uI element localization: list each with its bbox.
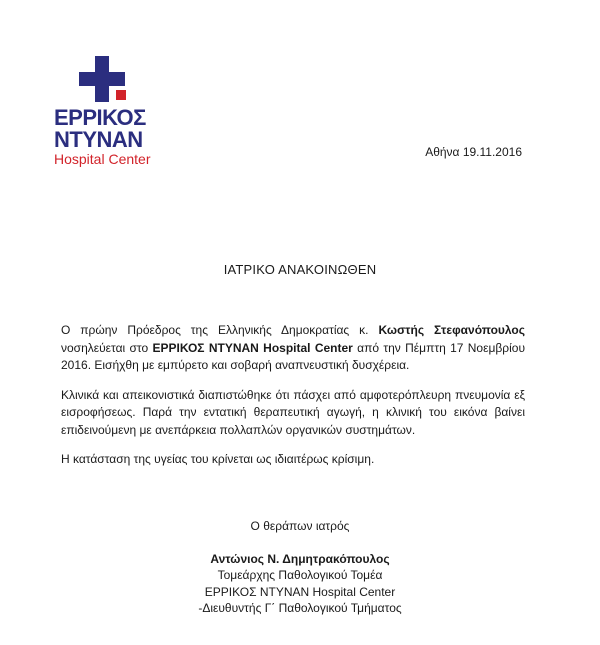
signature-title-2: ΕΡΡΙΚΟΣ ΝΤΥΝΑΝ Hospital Center [204, 584, 396, 599]
signature-role: Ο θεράπων ιατρός [250, 519, 350, 533]
paragraph-3: Η κατάσταση της υγείας του κρίνεται ως ιδιαιτέρως κρίσιμη. [61, 452, 375, 466]
paragraph-1-part2: νοσηλεύεται στο [61, 340, 153, 355]
hospital-logo [54, 56, 154, 167]
signature-block [150, 518, 450, 617]
medical-cross-icon [79, 56, 125, 102]
logo-text-line3: Hospital Center [54, 151, 151, 167]
logo-text-line2: ΝΤΥΝΑΝ [54, 127, 143, 152]
signature-title-1: Τομεάρχης Παθολογικού Τομέα [217, 568, 383, 582]
paragraph-2: Κλινικά και απεικονιστικά διαπιστώθηκε ότι πάσχει από αμφοτερόπλευρη πνευμονία εξ εισροφήσεως. Παρά την εντατική θεραπευτική αγωγή, η κλινική του εικόνα βαίνει επιδεινούμενη με ανεπάρκεια πολλαπλών οργανικών συστημάτων. [61, 387, 525, 437]
paragraph-1-part3: από την Πέμπτη 17 Νοεμβρίου 2016. Εισήχθη με εμπύρετο και σοβαρή αναπνευστική δυσχέρεια. [61, 340, 526, 372]
document-title: ΙΑΤΡΙΚΟ ΑΝΑΚΟΙΝΩΘΕΝ [223, 262, 377, 277]
logo-text-line1: ΕΡΡΙΚΟΣ [54, 105, 146, 130]
paragraph-1-part1: Ο πρώην Πρόεδρος της Ελληνικής Δημοκρατίας κ. [61, 323, 379, 337]
document-body [61, 322, 525, 481]
document-date: Αθήνα 19.11.2016 [425, 145, 522, 159]
paragraph-1 [61, 322, 525, 375]
signature-title-3: -Διευθυντής Γ΄ Παθολογικού Τμήματος [198, 601, 402, 615]
signature-name: Αντώνιος Ν. Δημητρακόπουλος [210, 551, 390, 566]
hospital-name: ΕΡΡΙΚΟΣ ΝΤΥΝΑΝ Hospital Center [152, 340, 353, 355]
patient-name: Κωστής Στεφανόπουλος [378, 323, 525, 337]
